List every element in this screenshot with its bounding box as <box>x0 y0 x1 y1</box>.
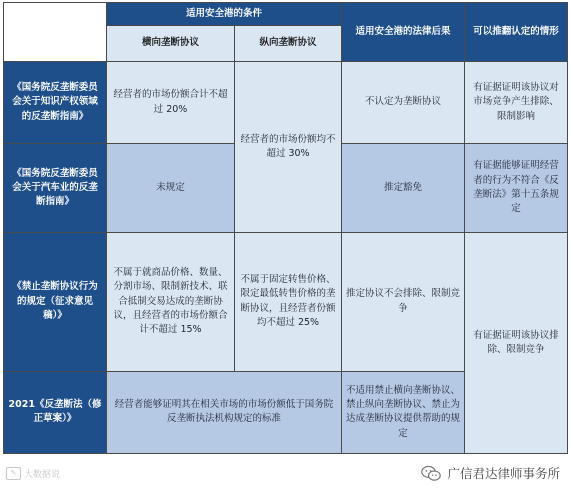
row-title-ip-guideline: 《国务院反垄断委员会关于知识产权领域的反垄断指南》 <box>4 61 107 143</box>
cell-auto-consequence: 推定豁免 <box>342 144 465 233</box>
row-title-auto-guideline: 《国务院反垄断委员会关于汽车业的反垄断指南》 <box>4 144 107 233</box>
left-watermark <box>6 467 60 480</box>
cell-ip-rebuttal: 有证据证明该协议对市场竞争产生排除、限制影响 <box>465 61 568 143</box>
left-watermark-text: 大数据说 <box>24 470 61 480</box>
small-logo-icon: ✎ <box>6 467 21 480</box>
header-horizontal: 横向垄断协议 <box>107 26 235 62</box>
cell-shared-rebuttal: 有证据证明该协议排除、限制竞争 <box>465 232 568 453</box>
cell-shared-vertical: 经营者的市场份额均不超过 30% <box>235 61 342 232</box>
header-rebuttal: 可以推翻认定的情形 <box>465 3 568 62</box>
header-vertical: 纵向垄断协议 <box>235 26 342 62</box>
cell-aml-consequence: 不适用禁止横向垄断协议、禁止纵向垄断协议、禁止为达成垄断协议提供帮助的规定 <box>342 371 465 453</box>
header-conditions: 适用安全港的条件 <box>107 3 342 26</box>
row-title-aml-draft-2021: 2021《反垄断法（修正草案）》 <box>4 371 107 453</box>
cell-draft-consequence: 推定协议不会排除、限制竞争 <box>342 232 465 371</box>
cell-aml-merged-conditions: 经营者能够证明其在相关市场的市场份额低于国务院反垄断执法机构规定的标准 <box>107 371 342 453</box>
cell-draft-horizontal: 不属于就商品价格、数量、分割市场、限制新技术、联合抵制交易达成的垄断协议，且经营者的市场份额合计不超过 15% <box>107 232 235 371</box>
corner-cell <box>4 3 107 62</box>
cell-ip-horizontal: 经营者的市场份额合计不超过 20% <box>107 61 235 143</box>
header-consequence: 适用安全港的法律后果 <box>342 3 465 62</box>
safe-harbor-comparison-table <box>3 2 568 454</box>
right-watermark <box>421 464 560 482</box>
cell-auto-rebuttal: 有证据能够证明经营者的行为不符合《反垄断法》第十五条规定 <box>465 144 568 233</box>
cell-auto-horizontal: 未规定 <box>107 144 235 233</box>
wechat-icon <box>421 465 441 482</box>
cell-ip-consequence: 不认定为垄断协议 <box>342 61 465 143</box>
footer <box>0 458 570 490</box>
cell-draft-vertical: 不属于固定转售价格、限定最低转售价格的垄断协议，且经营者份额均不超过 25% <box>235 232 342 371</box>
right-watermark-text: 广信君达律师事务所 <box>447 466 560 481</box>
row-title-draft-rules: 《禁止垄断协议行为的规定（征求意见稿）》 <box>4 232 107 371</box>
